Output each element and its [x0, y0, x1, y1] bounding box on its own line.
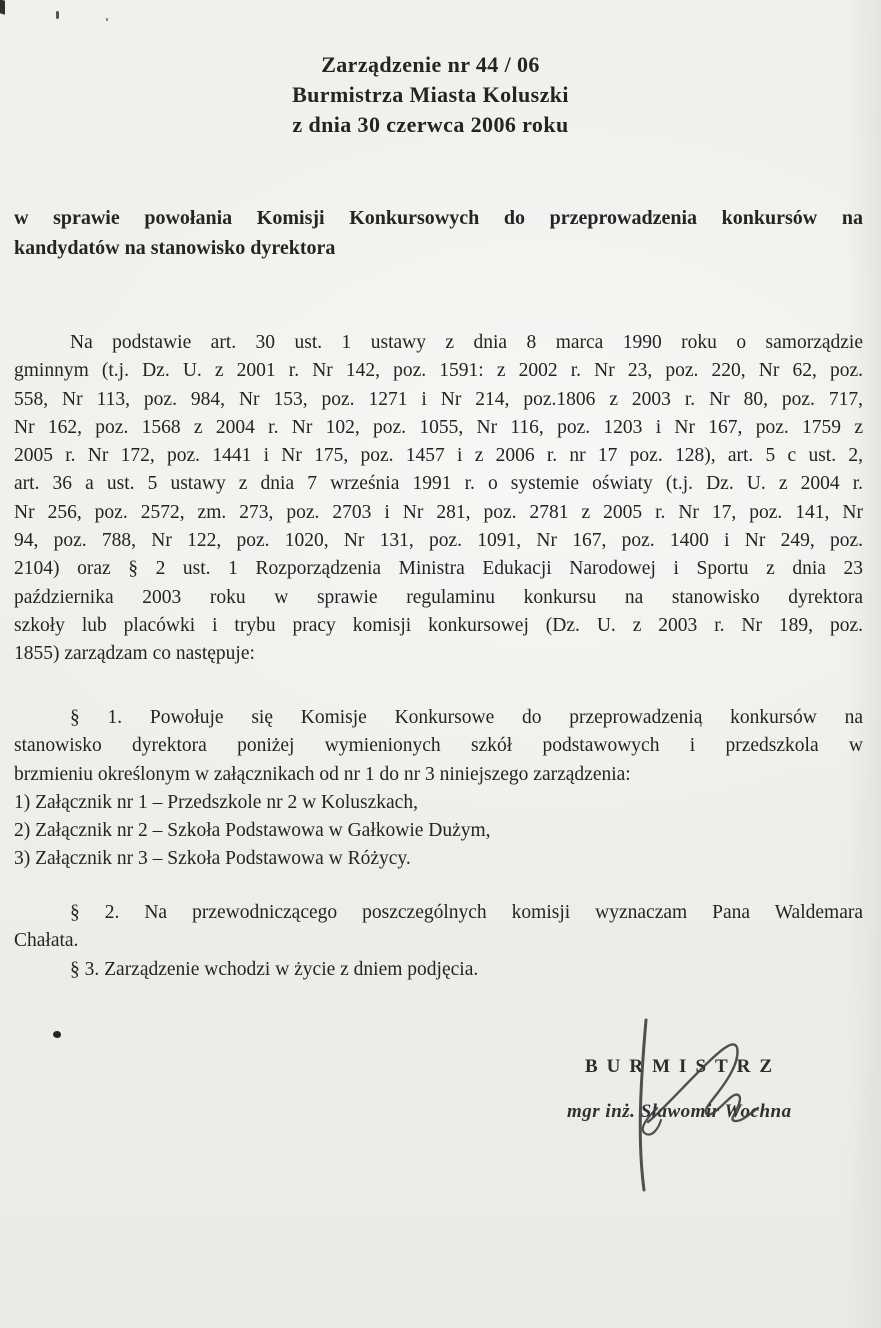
subject-line: w sprawie powołania Komisji Konkursowych do przeprowadzenia konkursów na — [14, 207, 863, 229]
order-number-line: Zarządzenie nr 44 / 06 — [321, 52, 540, 77]
section-2-and-3 — [14, 899, 863, 984]
subject-line: kandydatów na stanowisko dyrektora — [14, 237, 336, 259]
attachment-item: 1) Załącznik nr 1 – Przedszkole nr 2 w Koluszkach, — [14, 791, 418, 813]
scan-speck — [0, 0, 5, 15]
legal-basis-line: października 2003 roku w sprawie regulaminu konkursu na stanowisko dyrektora — [14, 586, 863, 608]
legal-basis-line: 1855) zarządzam co następuje: — [14, 643, 255, 665]
legal-basis-line: art. 36 a ust. 5 ustawy z dnia 7 września 1991 r. o systemie oświaty (t.j. Dz. U. z 2004 r. — [14, 473, 863, 495]
section-1-line: stanowisko dyrektora poniżej wymienionych szkół podstawowych i przedszkola w — [14, 735, 863, 757]
legal-basis-line: szkoły lub placówki i trybu pracy komisji konkursowej (Dz. U. z 2003 r. Nr 189, poz. — [14, 614, 863, 636]
scan-speck — [56, 11, 59, 19]
section-1 — [14, 704, 863, 874]
subject-block — [14, 203, 863, 263]
section-2-line: Chałata. — [14, 930, 79, 952]
attachment-item: 2) Załącznik nr 2 – Szkoła Podstawowa w Gałkowie Dużym, — [14, 820, 491, 842]
legal-basis-line: 2104) oraz § 2 ust. 1 Rozporządzenia Ministra Edukacji Narodowej i Sportu z dnia 23 — [14, 558, 863, 580]
scan-speck — [106, 18, 108, 21]
signatory-name: mgr inż. Sławomir Wochna — [567, 1101, 792, 1122]
section-3-line: § 3. Zarządzenie wchodzi w życie z dniem podjęcia. — [70, 958, 479, 980]
legal-basis-paragraph — [14, 329, 863, 669]
section-2-line: § 2. Na przewodniczącego poszczególnych komisji wyznaczam Pana Waldemara — [70, 902, 863, 923]
attachment-item: 3) Załącznik nr 3 – Szkoła Podstawowa w Różycy. — [14, 848, 411, 870]
legal-basis-line: gminnym (t.j. Dz. U. z 2001 r. Nr 142, poz. 1591: z 2002 r. Nr 23, poz. 220, Nr 62, poz. — [14, 360, 863, 382]
section-1-line: brzmieniu określonym w załącznikach od nr 1 do nr 3 niniejszego zarządzenia: — [14, 763, 631, 785]
legal-basis-line: 2005 r. Nr 172, poz. 1441 i Nr 175, poz. 1457 i z 2006 r. nr 17 poz. 128), art. 5 c ust. 2, — [14, 445, 863, 467]
section-1-line: § 1. Powołuje się Komisje Konkursowe do przeprowadzenia konkursów na — [70, 707, 863, 728]
legal-basis-line: 94, poz. 788, Nr 122, poz. 1020, Nr 131, poz. 1091, Nr 167, poz. 1400 i Nr 249, poz. — [14, 530, 863, 552]
date-line: z dnia 30 czerwca 2006 roku — [292, 112, 569, 137]
legal-basis-line: Nr 256, poz. 2572, zm. 273, poz. 2703 i Nr 281, poz. 2781 z 2005 r. Nr 17, poz. 141, Nr — [14, 501, 863, 523]
legal-basis-line: Nr 162, poz. 1568 z 2004 r. Nr 102, poz. 1055, Nr 116, poz. 1203 i Nr 167, poz. 1759 z — [14, 416, 863, 438]
signature-role: BURMISTRZ — [585, 1056, 782, 1077]
legal-basis-line: 558, Nr 113, poz. 984, Nr 153, poz. 1271 i Nr 214, poz.1806 z 2003 r. Nr 80, poz. 717, — [14, 388, 863, 410]
document-header — [0, 50, 871, 140]
issuer-line: Burmistrza Miasta Koluszki — [292, 82, 569, 107]
legal-basis-line: Na podstawie art. 30 ust. 1 ustawy z dnia 8 marca 1990 roku o samorządzie — [70, 332, 863, 353]
scan-speck — [53, 1031, 61, 1038]
